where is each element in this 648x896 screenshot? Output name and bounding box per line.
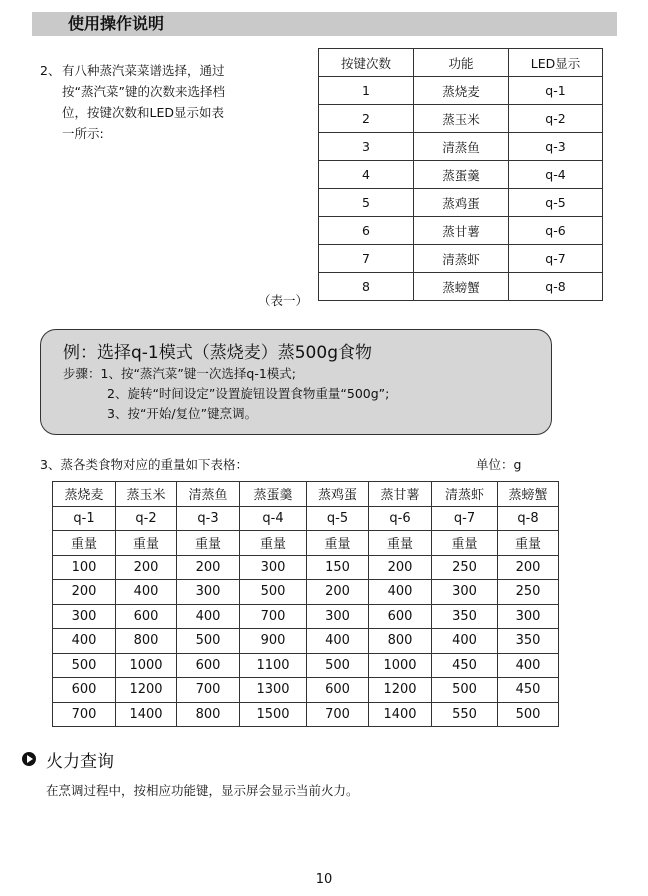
- table-header: 蒸烧麦: [53, 482, 116, 507]
- table-header: q-5: [307, 506, 369, 531]
- table-cell: 200: [116, 555, 177, 580]
- table-cell: q-3: [509, 133, 603, 161]
- table-row: [53, 555, 559, 580]
- table-cell: 400: [116, 580, 177, 605]
- table-header-row: [319, 49, 603, 77]
- table-cell: 800: [369, 629, 432, 654]
- key-press-table: [318, 48, 603, 301]
- table-cell: 250: [432, 555, 498, 580]
- header-bar: [32, 12, 617, 36]
- table-header: LED显示: [509, 49, 603, 77]
- intro-line: 按“蒸汽菜”键的次数来选择档: [62, 84, 225, 99]
- intro-line: 有八种蒸汽菜菜谱选择，通过: [62, 63, 225, 78]
- table-cell: 500: [177, 629, 240, 654]
- mode-header-row: [53, 506, 559, 531]
- weight-label-row: [53, 531, 559, 556]
- table-cell: 蒸玉米: [414, 105, 509, 133]
- table-cell: q-1: [509, 77, 603, 105]
- table-cell: 400: [53, 629, 116, 654]
- table-row: [319, 245, 603, 273]
- food-header-row: [53, 482, 559, 507]
- table-cell: 1400: [116, 702, 177, 727]
- table-header: 重量: [498, 531, 559, 556]
- table-cell: 700: [177, 678, 240, 703]
- weight-table: [52, 481, 559, 727]
- fire-section-description: 在烹调过程中，按相应功能键，显示屏会显示当前火力。: [46, 783, 359, 798]
- table-cell: 300: [307, 604, 369, 629]
- table-row: [319, 273, 603, 301]
- table-cell: 800: [116, 629, 177, 654]
- table-row: [53, 702, 559, 727]
- table-cell: 200: [307, 580, 369, 605]
- table-cell: 600: [307, 678, 369, 703]
- table-row: [319, 161, 603, 189]
- table-cell: 蒸蛋羹: [414, 161, 509, 189]
- table-cell: 300: [432, 580, 498, 605]
- table-cell: 550: [432, 702, 498, 727]
- table-cell: 300: [240, 555, 307, 580]
- table-header: q-2: [116, 506, 177, 531]
- table-cell: 900: [240, 629, 307, 654]
- table-cell: 300: [498, 604, 559, 629]
- table-cell: 200: [53, 580, 116, 605]
- table-row: [319, 189, 603, 217]
- table-cell: 800: [177, 702, 240, 727]
- table-header: q-4: [240, 506, 307, 531]
- table-cell: 蒸鸡蛋: [414, 189, 509, 217]
- table-header: 蒸甘薯: [369, 482, 432, 507]
- table-header: q-3: [177, 506, 240, 531]
- table-cell: 200: [498, 555, 559, 580]
- table-cell: 1100: [240, 653, 307, 678]
- table-cell: 200: [177, 555, 240, 580]
- table-header: 蒸螃蟹: [498, 482, 559, 507]
- table-cell: 250: [498, 580, 559, 605]
- table-cell: 1500: [240, 702, 307, 727]
- table-cell: 600: [177, 653, 240, 678]
- table-header: q-8: [498, 506, 559, 531]
- table-cell: 3: [319, 133, 414, 161]
- step-line: 3、按“开始/复位”键烹调。: [107, 406, 258, 421]
- table-row: [53, 580, 559, 605]
- table-cell: 100: [53, 555, 116, 580]
- table-cell: 5: [319, 189, 414, 217]
- step-line: 步骤：1、按“蒸汽菜”键一次选择q-1模式;: [63, 366, 297, 381]
- table-row: [319, 217, 603, 245]
- table-header: q-1: [53, 506, 116, 531]
- table-header: 重量: [116, 531, 177, 556]
- table-cell: 1000: [116, 653, 177, 678]
- table-cell: q-7: [509, 245, 603, 273]
- example-steps: [63, 364, 389, 424]
- table-cell: 200: [369, 555, 432, 580]
- table-cell: 蒸螃蟹: [414, 273, 509, 301]
- table-row: [53, 604, 559, 629]
- table-cell: 400: [177, 604, 240, 629]
- table-cell: 2: [319, 105, 414, 133]
- example-box: [40, 329, 552, 435]
- table-cell: 700: [307, 702, 369, 727]
- table-cell: q-6: [509, 217, 603, 245]
- table-cell: 500: [307, 653, 369, 678]
- table-header: 重量: [53, 531, 116, 556]
- table-row: [53, 629, 559, 654]
- intro-line: 位，按键次数和LED显示如表: [62, 105, 224, 120]
- table-cell: 500: [53, 653, 116, 678]
- table-header: 重量: [432, 531, 498, 556]
- table-cell: q-2: [509, 105, 603, 133]
- play-circle-icon: [22, 752, 36, 766]
- table-header: 清蒸鱼: [177, 482, 240, 507]
- table-cell: 7: [319, 245, 414, 273]
- table-cell: 1400: [369, 702, 432, 727]
- table-header: 重量: [240, 531, 307, 556]
- table-header: 功能: [414, 49, 509, 77]
- table-cell: 400: [498, 653, 559, 678]
- table-row: [53, 678, 559, 703]
- table-header: q-6: [369, 506, 432, 531]
- table-cell: 600: [53, 678, 116, 703]
- table-cell: q-5: [509, 189, 603, 217]
- intro-paragraph: [40, 60, 280, 144]
- table-cell: 8: [319, 273, 414, 301]
- table-cell: 400: [307, 629, 369, 654]
- table-cell: 300: [53, 604, 116, 629]
- unit-label: 单位：g: [476, 457, 522, 472]
- table-header: q-7: [432, 506, 498, 531]
- table-cell: 400: [432, 629, 498, 654]
- table-row: [319, 105, 603, 133]
- table-cell: 清蒸鱼: [414, 133, 509, 161]
- table-cell: 450: [498, 678, 559, 703]
- table-header: 蒸鸡蛋: [307, 482, 369, 507]
- intro-line: 一所示:: [62, 126, 104, 141]
- table-cell: 蒸烧麦: [414, 77, 509, 105]
- table-cell: 1200: [369, 678, 432, 703]
- table-row: [319, 133, 603, 161]
- page-number: 10: [315, 872, 333, 887]
- table-row: [53, 653, 559, 678]
- table-cell: 450: [432, 653, 498, 678]
- table-caption: （表一）: [258, 293, 309, 308]
- table-cell: 350: [498, 629, 559, 654]
- table-cell: 清蒸虾: [414, 245, 509, 273]
- table-cell: 150: [307, 555, 369, 580]
- table-cell: 1300: [240, 678, 307, 703]
- table-cell: 700: [240, 604, 307, 629]
- step-line: 2、旋转“时间设定”设置旋钮设置食物重量“500g”;: [107, 386, 390, 401]
- table-cell: 4: [319, 161, 414, 189]
- table-header: 蒸玉米: [116, 482, 177, 507]
- table-header: 重量: [369, 531, 432, 556]
- table-cell: 500: [240, 580, 307, 605]
- table-cell: 1200: [116, 678, 177, 703]
- table-header: 清蒸虾: [432, 482, 498, 507]
- page-title: 使用操作说明: [68, 14, 165, 33]
- table-cell: 700: [53, 702, 116, 727]
- table-cell: 300: [177, 580, 240, 605]
- intro-number: 2、: [40, 63, 61, 78]
- table-cell: 600: [369, 604, 432, 629]
- section-3-label: 3、蒸各类食物对应的重量如下表格：: [40, 457, 248, 472]
- fire-section-title: 火力查询: [46, 752, 114, 772]
- table-cell: q-4: [509, 161, 603, 189]
- example-title: 例：选择q-1模式（蒸烧麦）蒸500g食物: [63, 343, 372, 363]
- table-header: 按键次数: [319, 49, 414, 77]
- table-cell: 350: [432, 604, 498, 629]
- table-row: [319, 77, 603, 105]
- table-cell: 6: [319, 217, 414, 245]
- table-header: 蒸蛋羹: [240, 482, 307, 507]
- table-header: 重量: [177, 531, 240, 556]
- table-cell: 1000: [369, 653, 432, 678]
- table-cell: 500: [432, 678, 498, 703]
- table-cell: 1: [319, 77, 414, 105]
- table-cell: 600: [116, 604, 177, 629]
- table-header: 重量: [307, 531, 369, 556]
- table-cell: q-8: [509, 273, 603, 301]
- table-cell: 500: [498, 702, 559, 727]
- table-cell: 400: [369, 580, 432, 605]
- table-cell: 蒸甘薯: [414, 217, 509, 245]
